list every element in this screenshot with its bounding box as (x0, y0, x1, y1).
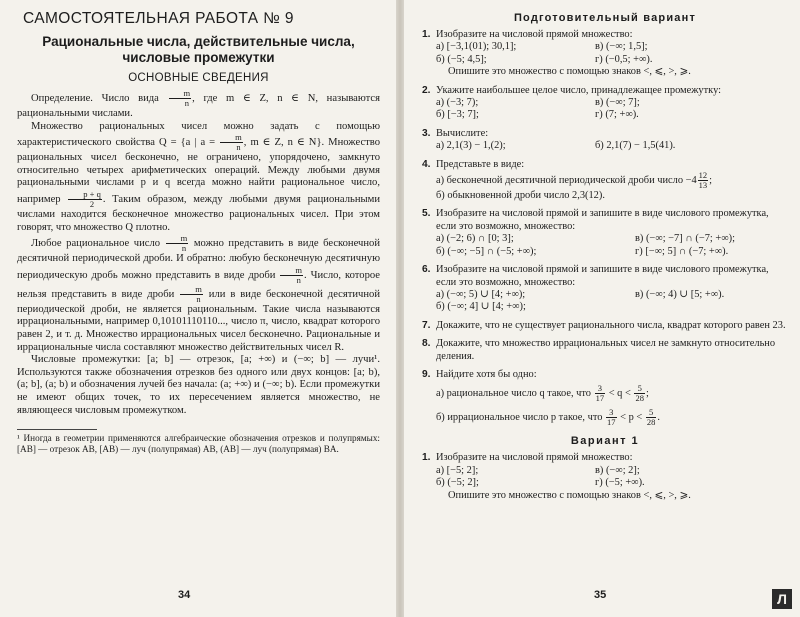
fraction: $\frac{m}{n}$ (280, 266, 303, 285)
prep-variant-title: Подготовительный вариант (513, 12, 697, 24)
set-q-paragraph: Множество рациональных чисел можно задать с помощью характеристического свойства Q = {a | a = $\frac{m}{n}$ , m ∈ Z, n ∈ N}. Множество рациональных чисел бесконечно, не ограничено, упорядочено, замкнуто относительно четырех арифметических операций. Между любыми двумя рациональными числами p и q всегда можно найти рациональное число, например $\frac{p + q}{2}$ . Таким образом, между любыми двумя рациональными числами находится бесконечное множество рациональных чисел. При этом говорят, что множество Q плотно. (17, 120, 380, 233)
publisher-logo: Л (772, 589, 792, 609)
basics-heading: ОСНОВНЫЕ СВЕДЕНИЯ (128, 72, 269, 84)
task-1: 1. Изобразите на числовой прямой множество: а) [−3,1(01); 30,1]; в) (−∞; 1,5]; б) (−5; 4,5]; г) (−0,5; +∞). Опишите это множество с помощью знаков <, ⩽, >, ⩾. (422, 29, 691, 78)
task-3: 3. Вычислите: а) 2,1(3) − 1,(2); б) 2,1(7) − 1,5(41). (422, 127, 676, 152)
right-page (404, 0, 800, 617)
fraction: $\frac{12}{13}$ (698, 170, 708, 191)
fraction: $\frac{3}{17}$ (595, 383, 605, 404)
fraction: $\frac{3}{17}$ (607, 407, 616, 428)
intervals-paragraph: Числовые промежутки: [a; b] — отрезок, [a; +∞) и (−∞; b] — лучи¹. Используются также обозначения отрезков без одного или двух концов: [a; b), (a; b], (a; b) и обозначения лучей без начала: (a; +∞) и (−∞; b). Если промежутки не имеют общих точек, то их пересечением является множество, не являющееся числовым промежутком. (17, 354, 380, 416)
book-gutter (396, 0, 404, 617)
fraction: $\frac{p + q}{2}$ (68, 190, 102, 209)
task-7: 7. Докажите, что не существует рационального числа, квадрат которого равен 23. (422, 319, 786, 331)
task-6: 6. Изобразите на числовой прямой и запишите в виде числового промежутка, если это возможно, множество: а) (−∞; 5) ∪ [4; +∞); в) (−∞; 4) ∪ [5; +∞). б) (−∞; 4] ∪ [4; +∞); (422, 264, 769, 313)
definition-paragraph: Определение. Число вида $\frac{m}{n}$ , где m ∈ Z, n ∈ N, называются рациональными числами. (17, 88, 380, 119)
task-9: 9. Найдите хотя бы одно: а) рациональное число q такое, что $\frac{3}{17}$ < q < $\frac{5}{28}$ ; б) иррациональное число p такое, что $\frac{3}{17}$ < p < $\frac{5}{28}$ . (422, 368, 660, 428)
theory-text (17, 89, 380, 417)
topic-heading: Рациональные числа, действительные числа, числовые промежутки (42, 34, 355, 65)
page-number: 34 (178, 589, 191, 601)
fraction: $\frac{5}{28}$ (646, 407, 656, 428)
task-2: 2. Укажите наибольшее целое число, принадлежащее промежутку: а) (−3; 7); в) (−∞; 7]; б) [−3; 7]; г) (7; +∞). (422, 84, 722, 121)
page-number: 35 (594, 589, 607, 601)
work-title: САМОСТОЯТЕЛЬНАЯ РАБОТА № 9 (23, 10, 294, 27)
fraction: $\frac{m}{n}$ (220, 133, 243, 152)
footnote-divider (17, 429, 97, 430)
periodic-paragraph: Любое рациональное число $\frac{m}{n}$ можно представить в виде бесконечной десятичной периодической дроби. И обратно: любую бесконечную десятичную периодическую дробь можно представить в виде дроби $\frac{m}{n}$ . Число, которое нельзя представить в виде дроби $\frac{m}{n}$ или в виде бесконечной десятичной периодической дроби, не является рациональным. Такие числа называются иррациональными, например 0,10101110110..., число π, число, квадрат которого равен 2, и т. д. Множество иррациональных чисел бесконечно. Рациональные и иррациональные числа составляют множество действительных чисел R. (17, 233, 381, 353)
fraction: $\frac{m}{n}$ (180, 285, 203, 304)
task-8: 8. Докажите, что множество иррациональных чисел не замкнуто относительно деления. (422, 338, 776, 362)
task-5: 5. Изобразите на числовой прямой и запишите в виде числового промежутка, если это возможно, множество: а) (−2; 6) ∩ [0; 3]; в) (−∞; −7] ∩ (−7; +∞); б) (−∞; −5] ∩ (−5; +∞); г) [−∞; 5] ∩ (−7; +∞). (422, 208, 769, 257)
left-page (0, 0, 396, 617)
task-4: 4. Представьте в виде: а) бесконечной десятичной периодической дроби число −4 $\frac{12}{13}$ ; б) обыкновенной дроби число 2,3(12). (422, 158, 713, 202)
variant-1-task-1: 1. Изобразите на числовой прямой множество: а) [−5; 2]; в) (−∞; 2]; б) (−5; 2]; г) (−5; +∞). Опишите это множество с помощью знаков <, ⩽, >, ⩾. (422, 452, 691, 501)
footnote: ¹ Иногда в геометрии применяются алгебраические обозначения отрезков и полупрямых: [AB] — отрезок AB, [AB) — луч (полупрямая) AB, (AB] — луч (полупрямая) BA. (17, 433, 380, 455)
fraction: $\frac{5}{28}$ (635, 383, 644, 404)
variant-1-title: Вариант 1 (570, 435, 640, 448)
fraction: $\frac{m}{n}$ (169, 89, 192, 108)
fraction: $\frac{m}{n}$ (166, 234, 189, 253)
